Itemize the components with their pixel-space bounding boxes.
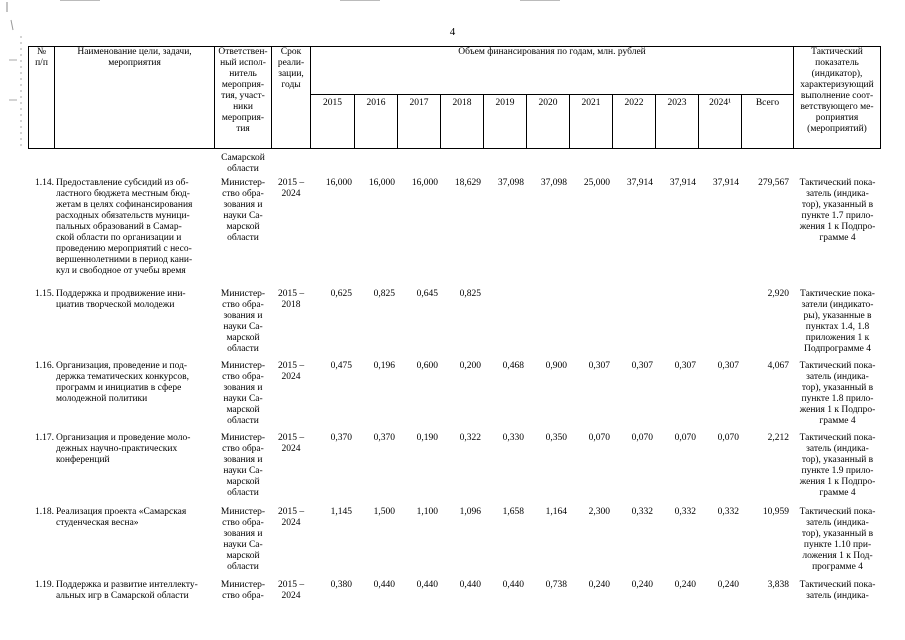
row-value: 37,914 [626,178,653,188]
row-value: 0,738 [545,580,567,590]
header-year: 2022 [612,94,656,149]
row-value: 37,914 [669,178,696,188]
row-number: 1.18. [35,507,54,517]
row-value: 0,380 [330,580,352,590]
scan-edge-mark [340,0,380,1]
row-value: 0,070 [717,433,739,443]
row-indicator: Тактические пока- затели (индикато- ры), указанные в пунктах 1.4, 1.8 приложения 1 к Подпрограмме 4 [800,289,875,354]
header-year: 2023 [655,94,699,149]
header-year: 2024¹ [698,94,742,149]
row-value: 0,370 [373,433,395,443]
row-value: 16,000 [368,178,395,188]
row-term: 2015 – 2024 [277,178,305,199]
row-total: 2,212 [767,433,789,443]
row-value [612,289,653,303]
header-name: Наименование цели, задачи, мероприятия [54,46,215,149]
header-year: 2020 [526,94,570,149]
row-indicator: Тактический пока- затель (индика- тор), указанный в пункте 1.8 прило- жения 1 к Подпро- грамме 4 [799,361,876,426]
row-value: 25,000 [583,178,610,188]
row-value [483,289,524,303]
row-term: 2015 – 2024 [277,580,305,601]
row-value: 0,240 [674,580,696,590]
row-total: 279,567 [758,178,789,188]
row-number: 1.14. [35,178,54,188]
carry-over-text: Самарской области [221,153,265,174]
row-value [569,289,610,303]
header-indicator: Тактический показатель (индикатор), характеризующий выполнение соот- ветствующего ме- роприятия (мероприятий) [793,46,881,149]
row-value: 0,307 [588,361,610,371]
row-responsible: Министер- ство обра- [220,580,266,601]
header-responsible: Ответствен- ный испол- нитель мероприя- тия, участ- ники мероприя- тия [214,46,272,149]
row-value: 0,240 [588,580,610,590]
header-number: № п/п [28,46,55,149]
row-term: 2015 – 2018 [277,289,305,310]
row-value: 0,468 [502,361,524,371]
row-value: 0,070 [588,433,610,443]
row-indicator: Тактический пока- затель (индика- [799,580,876,601]
margin-scan-marks [3,0,23,160]
row-total: 10,959 [762,507,789,517]
row-value: 0,350 [545,433,567,443]
row-term: 2015 – 2024 [277,507,305,528]
row-value: 0,322 [459,433,481,443]
row-number: 1.16. [35,361,54,371]
header-year: 2015 [310,94,355,149]
row-term: 2015 – 2024 [277,361,305,382]
row-responsible: Министер- ство обра- зования и науки Са- марской области [220,289,266,354]
row-responsible: Министер- ство обра- зования и науки Са- марской области [220,361,266,426]
header-term: Срок реали- зации, годы [271,46,311,149]
row-value: 0,307 [674,361,696,371]
row-value [526,289,567,303]
row-responsible: Министер- ство обра- зования и науки Са- марской области [220,507,266,572]
row-number: 1.15. [35,289,54,299]
header-year: 2019 [483,94,527,149]
row-total: 2,920 [767,289,789,299]
row-value: 1,100 [416,507,438,517]
row-value: 0,825 [459,289,481,299]
row-value [655,289,696,303]
row-indicator: Тактический пока- затель (индика- тор), указанный в пункте 1.9 прило- жения 1 к Подпро- грамме 4 [799,433,876,498]
row-term: 2015 – 2024 [277,433,305,454]
row-value: 0,190 [416,433,438,443]
row-value: 0,332 [674,507,696,517]
row-value: 0,070 [674,433,696,443]
row-value: 0,440 [416,580,438,590]
row-value: 16,000 [411,178,438,188]
header-year: 2017 [397,94,441,149]
row-value: 1,145 [330,507,352,517]
row-value: 0,240 [631,580,653,590]
row-name: Предоставление субсидий из об- ластного бюджета местным бюд- жетам в целях софинансирования расходных обязательств муници- пальных образований в Самар- ской области по организации и проведению мероприятий с несо- вершеннолетними в период кани- кул и свободное от учебы время [56,178,193,276]
row-number: 1.19. [35,580,54,590]
row-value: 1,500 [373,507,395,517]
header-total: Всего [741,94,794,149]
row-number: 1.17. [35,433,54,443]
row-value: 18,629 [454,178,481,188]
row-value: 1,658 [502,507,524,517]
header-year: 2018 [440,94,484,149]
row-value: 0,332 [717,507,739,517]
row-value: 0,475 [330,361,352,371]
row-value: 0,440 [373,580,395,590]
row-value: 0,330 [502,433,524,443]
row-value [698,289,739,303]
row-name: Поддержка и продвижение ини- циатив творческой молодежи [56,289,186,310]
row-value: 37,914 [712,178,739,188]
row-value: 16,000 [325,178,352,188]
row-responsible: Министер- ство обра- зования и науки Са- марской области [220,433,266,498]
row-value: 1,096 [459,507,481,517]
row-name: Реализация проекта «Самарская студенческая весна» [56,507,187,528]
row-responsible: Министер- ство обра- зования и науки Са- марской области [220,178,266,243]
row-value: 0,200 [459,361,481,371]
row-value: 0,440 [502,580,524,590]
row-value: 0,900 [545,361,567,371]
row-total: 4,067 [767,361,789,371]
row-value: 37,098 [540,178,567,188]
row-value: 0,645 [416,289,438,299]
row-value: 0,240 [717,580,739,590]
scan-edge-mark [60,0,100,1]
scan-edge-mark [520,0,560,1]
header-year: 2021 [569,94,613,149]
row-name: Поддержка и развитие интеллекту- альных игр в Самарской области [56,580,198,601]
row-value: 0,307 [631,361,653,371]
row-value: 0,332 [631,507,653,517]
row-value: 0,196 [373,361,395,371]
row-value: 0,307 [717,361,739,371]
row-value: 37,098 [497,178,524,188]
row-value: 0,825 [373,289,395,299]
row-value: 0,625 [330,289,352,299]
row-value: 2,300 [588,507,610,517]
row-total: 3,838 [767,580,789,590]
row-value: 0,370 [330,433,352,443]
row-value: 0,440 [459,580,481,590]
row-name: Организация и проведение моло- дежных научно-практических конференций [56,433,191,465]
row-value: 1,164 [545,507,567,517]
row-name: Организация, проведение и под- держка тематических конкурсов, программ и инициатив в сфере молодежной политики [56,361,189,404]
row-indicator: Тактический пока- затель (индика- тор), указанный в пункте 1.10 при- ложения 1 к Под- программе 4 [799,507,876,572]
row-value: 0,070 [631,433,653,443]
page-number: 4 [449,26,456,38]
row-value: 0,600 [416,361,438,371]
row-indicator: Тактический пока- затель (индика- тор), указанный в пункте 1.7 прило- жения 1 к Подпро- грамме 4 [799,178,876,243]
header-funding: Объем финансирования по годам, млн. рублей [310,46,794,95]
header-year: 2016 [354,94,398,149]
